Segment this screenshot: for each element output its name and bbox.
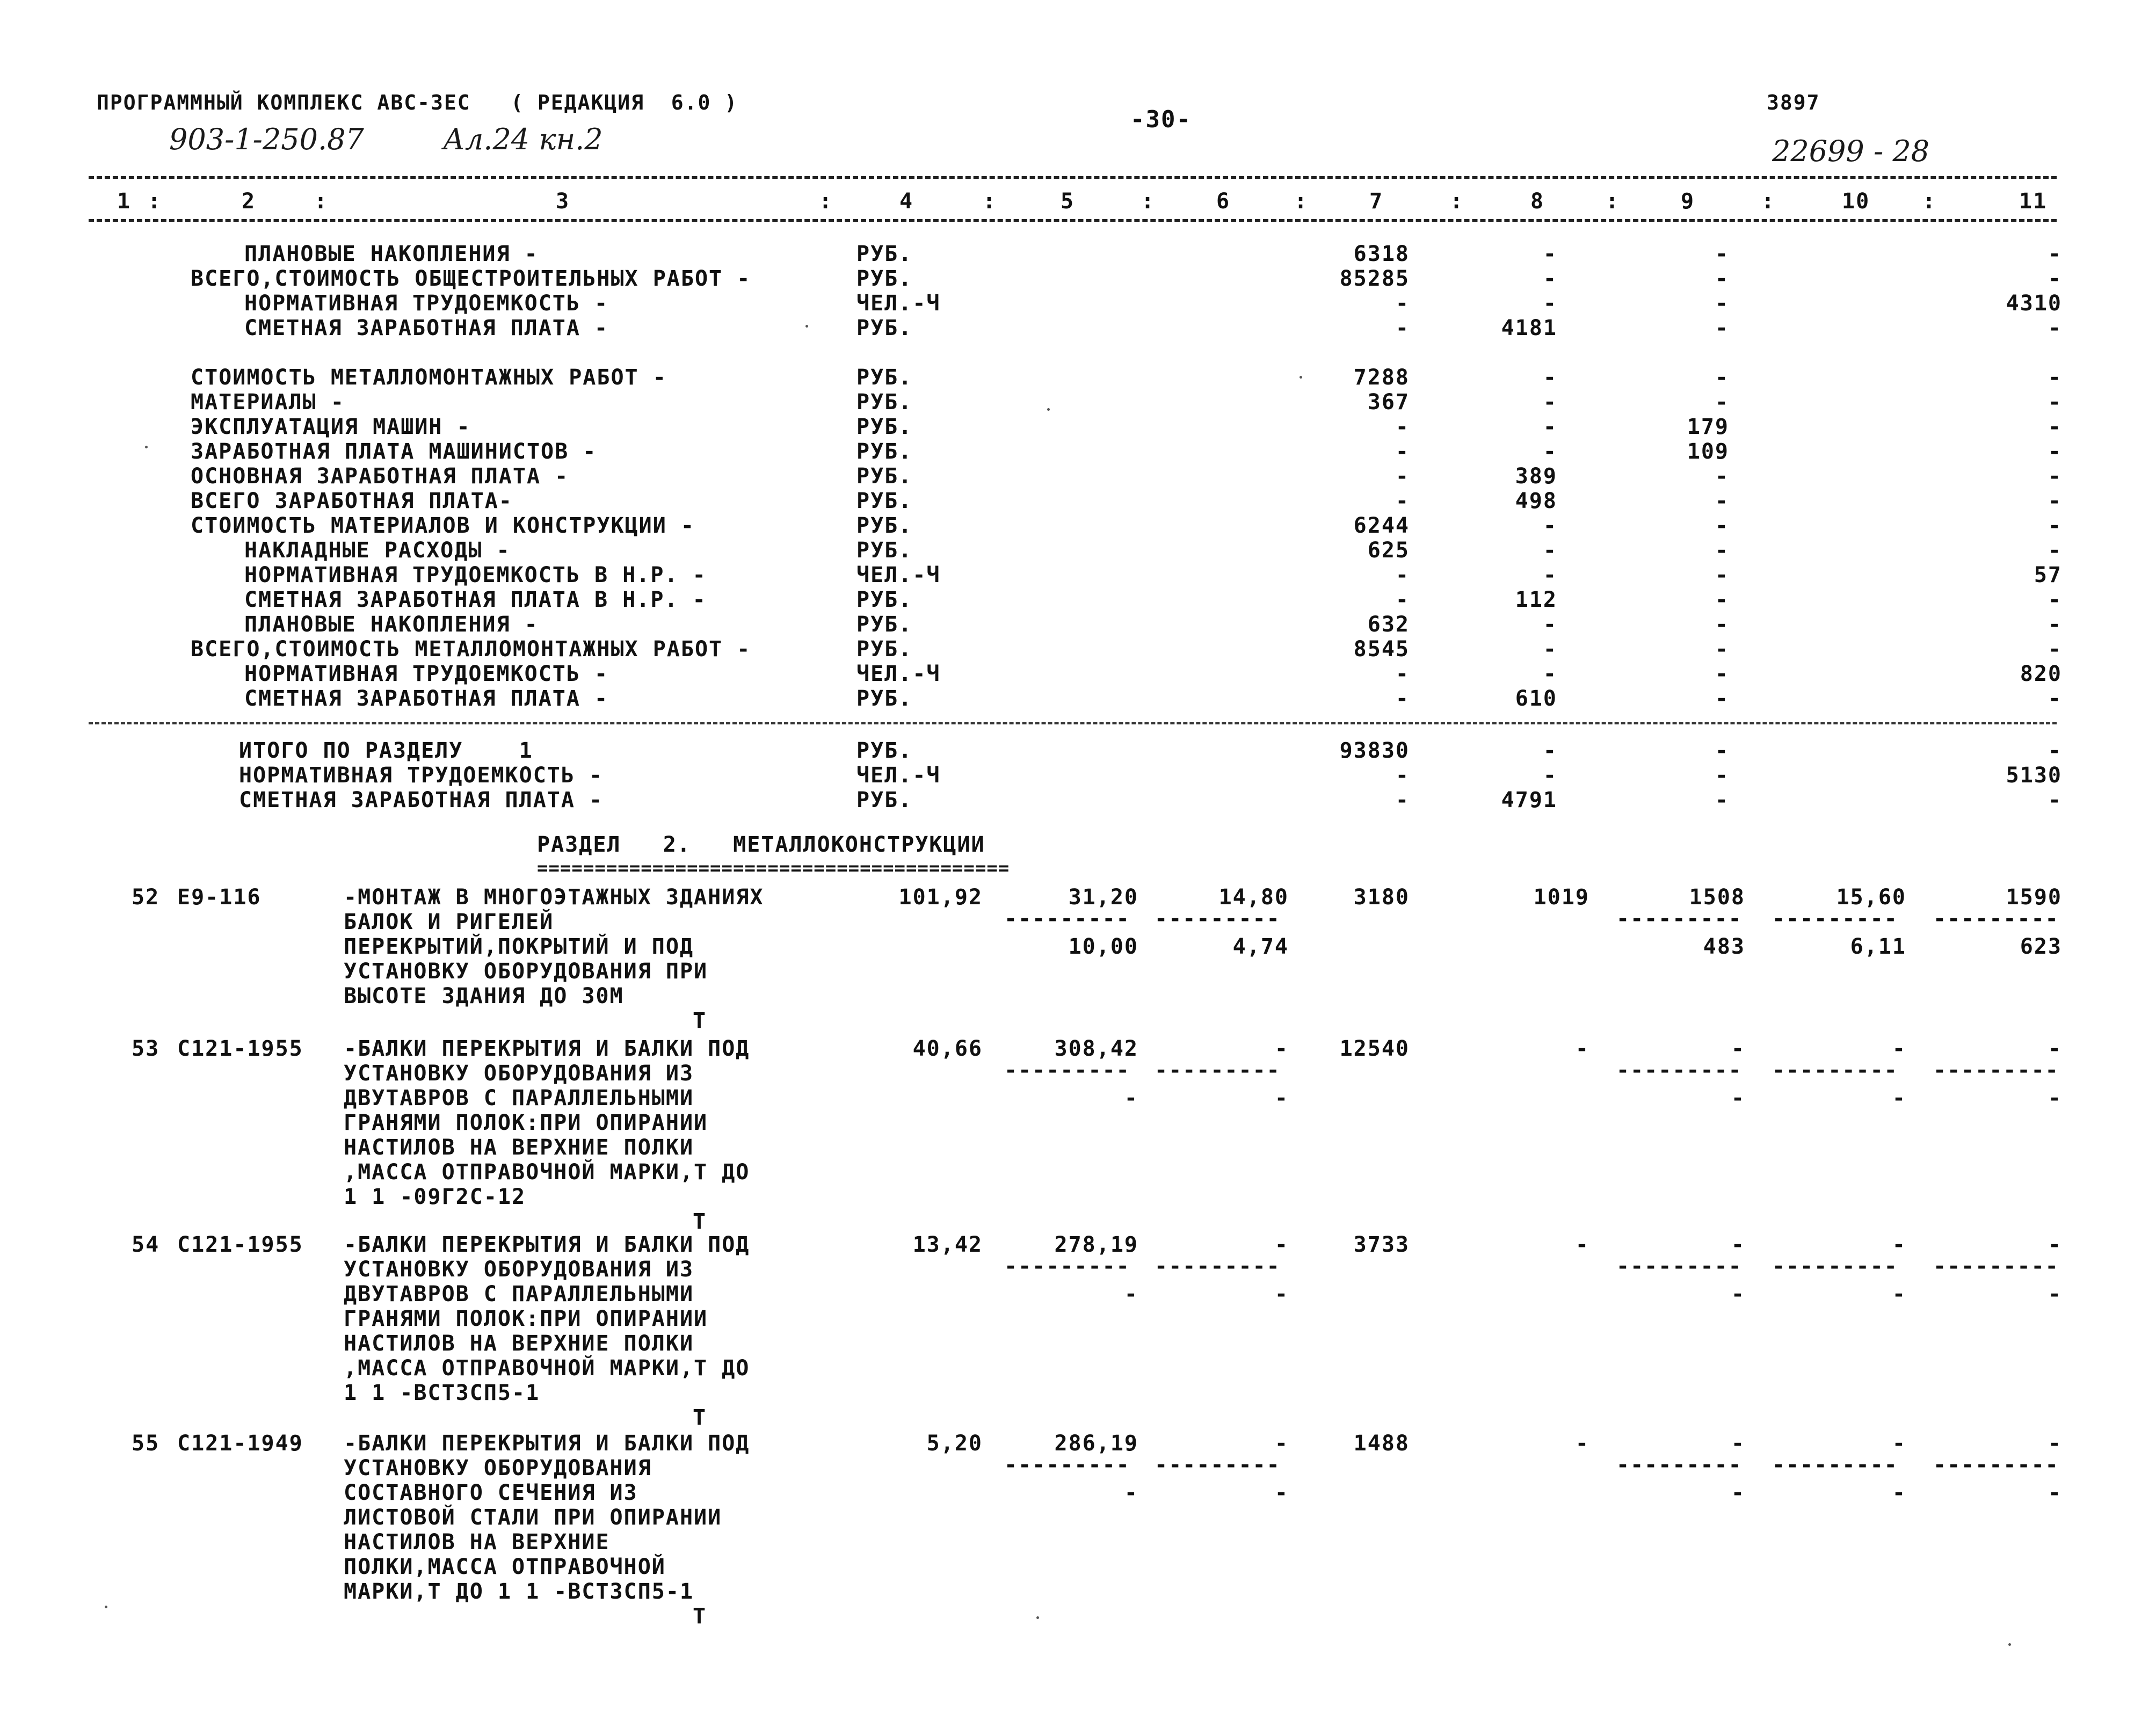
- column-separator: :: [983, 189, 997, 214]
- item-col4: 40,66: [912, 1036, 983, 1061]
- summary-row-label: СМЕТНАЯ ЗАРАБОТНАЯ ПЛАТА В Н.Р. -: [244, 587, 707, 612]
- summary-row-col8: -: [1543, 513, 1557, 538]
- summary-row-col7: -: [1395, 464, 1410, 489]
- item-description-line: ,МАССА ОТПРАВОЧНОЙ МАРКИ,Т ДО: [344, 1160, 750, 1185]
- summary-row-unit: ЧЕЛ.-Ч: [856, 563, 941, 587]
- item-col8: -: [1575, 1232, 1589, 1257]
- summary-row-col8: -: [1543, 563, 1557, 587]
- summary-row-col7: -: [1395, 587, 1410, 612]
- summary-row-label: СТОИМОСТЬ МАТЕРИАЛОВ И КОНСТРУКЦИИ -: [191, 513, 695, 538]
- item-description-line: МАРКИ,Т ДО 1 1 -ВСТЗСП5-1: [344, 1579, 694, 1604]
- item-col10-split-dashes: ---------: [1772, 1058, 1898, 1083]
- summary-row-label: ПЛАНОВЫЕ НАКОПЛЕНИЯ -: [244, 612, 539, 637]
- totals-row-label: НОРМАТИВНАЯ ТРУДОЕМКОСТЬ -: [239, 763, 604, 788]
- summary-row-unit: ЧЕЛ.-Ч: [856, 662, 941, 686]
- item-col9-second: -: [1731, 1282, 1745, 1306]
- column-separator: :: [819, 189, 833, 214]
- column-separator: :: [314, 189, 329, 214]
- item-col6-split-dashes: ---------: [1155, 1058, 1281, 1083]
- item-col5-second: -: [1124, 1282, 1138, 1306]
- item-description-line: СОСТАВНОГО СЕЧЕНИЯ ИЗ: [344, 1480, 638, 1505]
- item-description-line: БАЛОК И РИГЕЛЕЙ: [344, 910, 554, 934]
- scan-speck: [145, 446, 148, 448]
- summary-row-col7: 6244: [1353, 513, 1410, 538]
- item-col6-second: -: [1274, 1086, 1289, 1110]
- item-number: 55: [132, 1431, 160, 1456]
- summary-row-col7: 7288: [1353, 365, 1410, 390]
- program-title: ПРОГРАММНЫЙ КОМПЛЕКС АВС-ЗЕС ( РЕДАКЦИЯ 6.0 ): [97, 91, 738, 114]
- item-col4: 13,42: [912, 1232, 983, 1257]
- summary-row-col7: -: [1395, 291, 1410, 316]
- item-col9-split-dashes: ---------: [1616, 906, 1743, 931]
- item-description-line: НАСТИЛОВ НА ВЕРХНИЕ: [344, 1530, 610, 1555]
- summary-row-unit: РУБ.: [856, 439, 913, 464]
- totals-row-col9: -: [1715, 763, 1729, 788]
- column-separator: :: [148, 189, 162, 214]
- summary-row-col9: -: [1715, 242, 1729, 266]
- item-col10-second: -: [1892, 1282, 1906, 1306]
- column-number-10: 10: [1842, 189, 1870, 214]
- item-col11: -: [2048, 1232, 2062, 1257]
- summary-row-col11: -: [2048, 415, 2062, 439]
- summary-row-unit: РУБ.: [856, 390, 913, 415]
- item-col11-split-dashes: ---------: [1933, 1254, 2059, 1279]
- column-number-3: 3: [556, 189, 570, 214]
- item-col11-split-dashes: ---------: [1933, 1453, 2059, 1477]
- summary-row-col11: -: [2048, 489, 2062, 513]
- summary-row-label: ПЛАНОВЫЕ НАКОПЛЕНИЯ -: [244, 242, 539, 266]
- summary-row-col8: 610: [1515, 686, 1557, 711]
- section-title-underline: =========================================: [537, 858, 1010, 879]
- summary-row-col9: -: [1715, 365, 1729, 390]
- item-description-line: ДВУТАВРОВ С ПАРАЛЛЕЛЬНЫМИ: [344, 1282, 694, 1306]
- item-code: Е9-116: [177, 885, 262, 910]
- totals-row-label: СМЕТНАЯ ЗАРАБОТНАЯ ПЛАТА -: [239, 788, 604, 812]
- summary-row-col11: -: [2048, 439, 2062, 464]
- column-separator: :: [1761, 189, 1776, 214]
- item-col8: -: [1575, 1431, 1589, 1456]
- item-col10-second: -: [1892, 1086, 1906, 1110]
- item-col5-second: -: [1124, 1480, 1138, 1505]
- summary-row-col8: -: [1543, 538, 1557, 563]
- item-col11-second: -: [2048, 1282, 2062, 1306]
- summary-row-col7: 6318: [1353, 242, 1410, 266]
- summary-row-unit: РУБ.: [856, 513, 913, 538]
- column-separator: :: [1450, 189, 1464, 214]
- scan-speck: [1300, 376, 1302, 379]
- summary-row-unit: РУБ.: [856, 316, 913, 340]
- summary-row-col9: -: [1715, 291, 1729, 316]
- totals-row-col9: -: [1715, 738, 1729, 763]
- item-description-line: НАСТИЛОВ НА ВЕРХНИЕ ПОЛКИ: [344, 1331, 694, 1356]
- summary-row-label: ЭКСПЛУАТАЦИЯ МАШИН -: [191, 415, 471, 439]
- item-description-line: 1 1 -ВСТЗСП5-1: [344, 1381, 540, 1405]
- item-col11-split-dashes: ---------: [1933, 1058, 2059, 1083]
- item-col9: 1508: [1689, 885, 1745, 910]
- totals-row-col9: -: [1715, 788, 1729, 812]
- summary-row-col9: 179: [1687, 415, 1729, 439]
- item-description-line: ЛИСТОВОЙ СТАЛИ ПРИ ОПИРАНИИ: [344, 1505, 722, 1530]
- summary-row-col9: -: [1715, 587, 1729, 612]
- item-description-line: Т: [693, 1209, 707, 1234]
- item-col11: 1590: [2006, 885, 2062, 910]
- item-description-line: -БАЛКИ ПЕРЕКРЫТИЯ И БАЛКИ ПОД: [344, 1431, 750, 1456]
- summary-row-label: НОРМАТИВНАЯ ТРУДОЕМКОСТЬ -: [244, 291, 609, 316]
- item-col10-second: -: [1892, 1480, 1906, 1505]
- summary-row-col8: -: [1543, 390, 1557, 415]
- item-col9-split-dashes: ---------: [1616, 1453, 1743, 1477]
- summary-row-col9: -: [1715, 316, 1729, 340]
- item-description-line: УСТАНОВКУ ОБОРУДОВАНИЯ ИЗ: [344, 1257, 694, 1282]
- item-description-line: УСТАНОВКУ ОБОРУДОВАНИЯ ИЗ: [344, 1061, 694, 1086]
- item-description-line: УСТАНОВКУ ОБОРУДОВАНИЯ ПРИ: [344, 959, 708, 984]
- header-bottom-rule: [89, 219, 2057, 222]
- item-description-line: ДВУТАВРОВ С ПАРАЛЛЕЛЬНЫМИ: [344, 1086, 694, 1110]
- column-number-4: 4: [899, 189, 914, 214]
- summary-row-unit: РУБ.: [856, 612, 913, 637]
- summary-row-label: ВСЕГО,СТОИМОСТЬ МЕТАЛЛОМОНТАЖНЫХ РАБОТ -: [191, 637, 751, 662]
- summary-row-col7: 85285: [1339, 266, 1410, 291]
- totals-row-col8: -: [1543, 763, 1557, 788]
- summary-row-col11: 57: [2034, 563, 2062, 587]
- page-number: -30-: [1130, 106, 1192, 133]
- summary-row-col8: 389: [1515, 464, 1557, 489]
- summary-row-col8: 4181: [1501, 316, 1557, 340]
- summary-row-col8: -: [1543, 612, 1557, 637]
- totals-row-col11: -: [2048, 788, 2062, 812]
- totals-row-col7: 93830: [1339, 738, 1410, 763]
- item-col10-split-dashes: ---------: [1772, 1254, 1898, 1279]
- summary-row-col8: -: [1543, 637, 1557, 662]
- summary-row-unit: РУБ.: [856, 266, 913, 291]
- item-description-line: НАСТИЛОВ НА ВЕРХНИЕ ПОЛКИ: [344, 1135, 694, 1160]
- item-number: 54: [132, 1232, 160, 1257]
- item-col5-split-dashes: ---------: [1004, 906, 1130, 931]
- item-col6-second: -: [1274, 1480, 1289, 1505]
- summary-row-label: ВСЕГО,СТОИМОСТЬ ОБЩЕСТРОИТЕЛЬНЫХ РАБОТ -: [191, 266, 751, 291]
- summary-row-unit: РУБ.: [856, 365, 913, 390]
- summary-row-col9: -: [1715, 390, 1729, 415]
- summary-row-unit: РУБ.: [856, 686, 913, 711]
- totals-row-col7: -: [1395, 763, 1410, 788]
- summary-row-col9: -: [1715, 637, 1729, 662]
- summary-row-unit: РУБ.: [856, 415, 913, 439]
- item-col4: 101,92: [898, 885, 983, 910]
- item-col10-second: 6,11: [1850, 934, 1906, 959]
- summary-row-col11: -: [2048, 266, 2062, 291]
- summary-row-col11: -: [2048, 316, 2062, 340]
- item-col5-second: 10,00: [1068, 934, 1138, 959]
- item-col6-second: 4,74: [1232, 934, 1289, 959]
- summary-row-col9: -: [1715, 662, 1729, 686]
- summary-row-label: ОСНОВНАЯ ЗАРАБОТНАЯ ПЛАТА -: [191, 464, 569, 489]
- handwritten-document-number: 22699 - 28: [1772, 134, 1930, 168]
- summary-row-label: НОРМАТИВНАЯ ТРУДОЕМКОСТЬ -: [244, 662, 609, 686]
- column-number-5: 5: [1061, 189, 1075, 214]
- item-col9-second: 483: [1703, 934, 1745, 959]
- item-description-line: Т: [693, 1405, 707, 1430]
- totals-row-label: ИТОГО ПО РАЗДЕЛУ 1: [239, 738, 533, 763]
- totals-row-col11: 5130: [2006, 763, 2062, 788]
- item-description-line: Т: [693, 1604, 707, 1629]
- item-col5-split-dashes: ---------: [1004, 1453, 1130, 1477]
- column-number-8: 8: [1530, 189, 1545, 214]
- item-col7: 3733: [1353, 1232, 1410, 1257]
- item-col7: 12540: [1339, 1036, 1410, 1061]
- summary-row-col8: -: [1543, 415, 1557, 439]
- section-title: РАЗДЕЛ 2. МЕТАЛЛОКОНСТРУКЦИИ: [537, 832, 985, 857]
- sheet-code: 3897: [1767, 91, 1820, 114]
- item-col6-second: -: [1274, 1282, 1289, 1306]
- item-description-line: ГРАНЯМИ ПОЛОК:ПРИ ОПИРАНИИ: [344, 1306, 708, 1331]
- item-col9: -: [1731, 1431, 1745, 1456]
- summary-row-col8: -: [1543, 266, 1557, 291]
- scan-speck: [1047, 408, 1050, 411]
- column-number-9: 9: [1681, 189, 1695, 214]
- item-description-line: УСТАНОВКУ ОБОРУДОВАНИЯ: [344, 1456, 652, 1480]
- summary-row-col9: -: [1715, 266, 1729, 291]
- item-col11-second: -: [2048, 1086, 2062, 1110]
- summary-row-col9: -: [1715, 612, 1729, 637]
- item-description-line: -МОНТАЖ В МНОГОЭТАЖНЫХ ЗДАНИЯХ: [344, 885, 764, 910]
- item-description-line: ВЫСОТЕ ЗДАНИЯ ДО 30М: [344, 984, 624, 1008]
- totals-row-col8: 4791: [1501, 788, 1557, 812]
- item-col5: 278,19: [1054, 1232, 1138, 1257]
- item-col10: -: [1892, 1232, 1906, 1257]
- item-col9: -: [1731, 1036, 1745, 1061]
- summary-row-col8: -: [1543, 291, 1557, 316]
- column-number-11: 11: [2019, 189, 2048, 214]
- item-col5-split-dashes: ---------: [1004, 1058, 1130, 1083]
- summary-row-unit: РУБ.: [856, 242, 913, 266]
- summary-row-unit: РУБ.: [856, 637, 913, 662]
- item-col9-split-dashes: ---------: [1616, 1058, 1743, 1083]
- item-col7: 3180: [1353, 885, 1410, 910]
- summary-row-label: ВСЕГО ЗАРАБОТНАЯ ПЛАТА-: [191, 489, 513, 513]
- item-col7: 1488: [1353, 1431, 1410, 1456]
- item-number: 52: [132, 885, 160, 910]
- item-col5: 286,19: [1054, 1431, 1138, 1456]
- summary-row-col9: -: [1715, 513, 1729, 538]
- summary-row-col9: -: [1715, 538, 1729, 563]
- summary-row-col11: -: [2048, 513, 2062, 538]
- summary-row-col11: -: [2048, 538, 2062, 563]
- item-code: С121-1955: [177, 1036, 303, 1061]
- handwritten-album: Ал.24 кн.2: [443, 122, 603, 156]
- summary-row-col7: -: [1395, 686, 1410, 711]
- item-col5-split-dashes: ---------: [1004, 1254, 1130, 1279]
- handwritten-project-number: 903-1-250.87: [169, 122, 364, 156]
- summary-row-col7: -: [1395, 563, 1410, 587]
- item-col9-second: -: [1731, 1086, 1745, 1110]
- column-number-7: 7: [1369, 189, 1384, 214]
- item-col11-second: 623: [2020, 934, 2062, 959]
- totals-separator-rule: [89, 722, 2057, 724]
- totals-row-col7: -: [1395, 788, 1410, 812]
- totals-row-unit: РУБ.: [856, 738, 913, 763]
- summary-row-unit: РУБ.: [856, 464, 913, 489]
- item-col6: -: [1274, 1431, 1289, 1456]
- totals-row-unit: РУБ.: [856, 788, 913, 812]
- summary-row-col9: 109: [1687, 439, 1729, 464]
- item-number: 53: [132, 1036, 160, 1061]
- header-top-rule: [89, 176, 2057, 179]
- summary-row-col7: -: [1395, 662, 1410, 686]
- summary-row-col7: 632: [1367, 612, 1410, 637]
- summary-row-label: НАКЛАДНЫЕ РАСХОДЫ -: [244, 538, 511, 563]
- item-col11-second: -: [2048, 1480, 2062, 1505]
- summary-row-label: НОРМАТИВНАЯ ТРУДОЕМКОСТЬ В Н.Р. -: [244, 563, 707, 587]
- summary-row-col7: 367: [1367, 390, 1410, 415]
- summary-row-col8: -: [1543, 242, 1557, 266]
- summary-row-col8: 498: [1515, 489, 1557, 513]
- totals-row-col8: -: [1543, 738, 1557, 763]
- summary-row-col9: -: [1715, 686, 1729, 711]
- summary-row-col11: 4310: [2006, 291, 2062, 316]
- item-col6-split-dashes: ---------: [1155, 1254, 1281, 1279]
- item-col6-split-dashes: ---------: [1155, 906, 1281, 931]
- column-number-6: 6: [1216, 189, 1231, 214]
- item-description-line: -БАЛКИ ПЕРЕКРЫТИЯ И БАЛКИ ПОД: [344, 1036, 750, 1061]
- summary-row-col11: -: [2048, 365, 2062, 390]
- item-col6-split-dashes: ---------: [1155, 1453, 1281, 1477]
- item-description-line: ,МАССА ОТПРАВОЧНОЙ МАРКИ,Т ДО: [344, 1356, 750, 1381]
- summary-row-col11: -: [2048, 612, 2062, 637]
- summary-row-col8: -: [1543, 439, 1557, 464]
- summary-row-unit: ЧЕЛ.-Ч: [856, 291, 941, 316]
- summary-row-col9: -: [1715, 464, 1729, 489]
- item-col11: -: [2048, 1431, 2062, 1456]
- summary-row-col7: 625: [1367, 538, 1410, 563]
- summary-row-col8: -: [1543, 365, 1557, 390]
- summary-row-label: СТОИМОСТЬ МЕТАЛЛОМОНТАЖНЫХ РАБОТ -: [191, 365, 667, 390]
- summary-row-col11: -: [2048, 587, 2062, 612]
- item-col10-split-dashes: ---------: [1772, 906, 1898, 931]
- summary-row-col9: -: [1715, 563, 1729, 587]
- item-col10: -: [1892, 1036, 1906, 1061]
- item-col9-second: -: [1731, 1480, 1745, 1505]
- item-col5: 308,42: [1054, 1036, 1138, 1061]
- item-col6: -: [1274, 1036, 1289, 1061]
- summary-row-col8: -: [1543, 662, 1557, 686]
- item-col5-second: -: [1124, 1086, 1138, 1110]
- column-separator: :: [1294, 189, 1309, 214]
- summary-row-col11: -: [2048, 242, 2062, 266]
- item-col6: 14,80: [1218, 885, 1289, 910]
- column-separator: :: [1141, 189, 1156, 214]
- summary-row-col7: -: [1395, 439, 1410, 464]
- summary-row-label: СМЕТНАЯ ЗАРАБОТНАЯ ПЛАТА -: [244, 686, 609, 711]
- item-description-line: ПЕРЕКРЫТИЙ,ПОКРЫТИЙ И ПОД: [344, 934, 694, 959]
- item-col8: -: [1575, 1036, 1589, 1061]
- item-col4: 5,20: [926, 1431, 983, 1456]
- item-description-line: 1 1 -09Г2С-12: [344, 1185, 526, 1209]
- summary-row-col11: -: [2048, 464, 2062, 489]
- summary-row-label: МАТЕРИАЛЫ -: [191, 390, 345, 415]
- scan-speck: [1036, 1616, 1039, 1619]
- item-code: С121-1949: [177, 1431, 303, 1456]
- item-col9-split-dashes: ---------: [1616, 1254, 1743, 1279]
- summary-row-col9: -: [1715, 489, 1729, 513]
- item-description-line: ПОЛКИ,МАССА ОТПРАВОЧНОЙ: [344, 1555, 666, 1579]
- summary-row-unit: РУБ.: [856, 538, 913, 563]
- item-col9: -: [1731, 1232, 1745, 1257]
- item-description-line: ГРАНЯМИ ПОЛОК:ПРИ ОПИРАНИИ: [344, 1110, 708, 1135]
- column-number-1: 1: [117, 189, 132, 214]
- summary-row-col7: 8545: [1353, 637, 1410, 662]
- scan-speck: [805, 325, 808, 328]
- item-col10-split-dashes: ---------: [1772, 1453, 1898, 1477]
- summary-row-col11: 820: [2020, 662, 2062, 686]
- item-col10: 15,60: [1836, 885, 1906, 910]
- column-number-2: 2: [242, 189, 256, 214]
- summary-row-col7: -: [1395, 489, 1410, 513]
- summary-row-label: ЗАРАБОТНАЯ ПЛАТА МАШИНИСТОВ -: [191, 439, 597, 464]
- summary-row-label: СМЕТНАЯ ЗАРАБОТНАЯ ПЛАТА -: [244, 316, 609, 340]
- scan-speck: [105, 1606, 107, 1608]
- summary-row-col8: 112: [1515, 587, 1557, 612]
- item-description-line: -БАЛКИ ПЕРЕКРЫТИЯ И БАЛКИ ПОД: [344, 1232, 750, 1257]
- item-col8: 1019: [1533, 885, 1589, 910]
- item-col5: 31,20: [1068, 885, 1138, 910]
- summary-row-col11: -: [2048, 686, 2062, 711]
- summary-row-col11: -: [2048, 390, 2062, 415]
- summary-row-unit: РУБ.: [856, 489, 913, 513]
- summary-row-unit: РУБ.: [856, 587, 913, 612]
- summary-row-col7: -: [1395, 316, 1410, 340]
- column-separator: :: [1606, 189, 1620, 214]
- totals-row-col11: -: [2048, 738, 2062, 763]
- totals-row-unit: ЧЕЛ.-Ч: [856, 763, 941, 788]
- item-col11-split-dashes: ---------: [1933, 906, 2059, 931]
- item-col10: -: [1892, 1431, 1906, 1456]
- item-col6: -: [1274, 1232, 1289, 1257]
- summary-row-col7: -: [1395, 415, 1410, 439]
- item-description-line: Т: [693, 1008, 707, 1033]
- item-col11: -: [2048, 1036, 2062, 1061]
- item-code: С121-1955: [177, 1232, 303, 1257]
- summary-row-col11: -: [2048, 637, 2062, 662]
- column-separator: :: [1922, 189, 1937, 214]
- scan-speck: [2008, 1643, 2011, 1646]
